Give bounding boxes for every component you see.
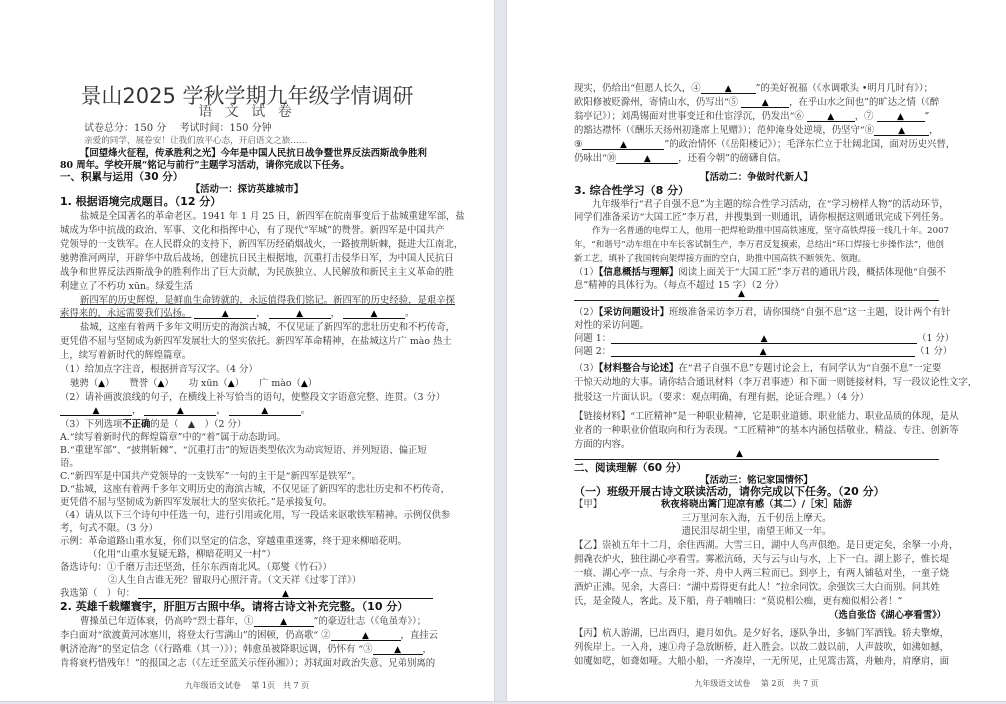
poem-title: 秋夜将晓出篱门迎凉有感（其二）/［宋］陆游 bbox=[661, 499, 852, 510]
exam-page-2: 现实，仍给出“但愿人长久，④ ▲ ”的美好祝福（《水调歌头 •明月几时有》）； 欧阳修被贬滁州，寄情山水，仍写出“⑤ ▲ ，在乎山水之间也”的旷达之情（《醉 翁亭记》）；刘禹锡面对世事变迁和仕宦浮沉，仍发出“⑥ ▲ ，⑦ ▲ ” 的豁达襟怀（《酬乐天扬州初逢席上见赠》）；范仲淹身处逆境，仍坚守“⑧ ▲ ， ⑨ ▲ ”的政治情怀（《岳阳楼记》）；毛泽东伫立于壮阔北国，面对历史兴替， 仍咏出“⑩ ▲ ，还看今朝”的磅礴自信。 【活动二：争做时代新人】 3. 综合性学习（8 分） 九年级举行“君子自强不息”为主题的综合性学习活动，在“学习榜样人物”的活动环节， 同学们准备采访“大国工匠”李万君，并搜集到一则通讯，请你根据这则通讯完成下列任务。 作为一名普通的电焊工人，他用一把焊枪助推中国高铁速度，坚守高铁焊接一线几十年。2007 年，“和谐号”动车组在中车长客试制生产，李万君反复摸索，总结出“环口焊接七步操作法”，他创 新工艺，填补了我国转向架焊接方面的空白，助推中国高铁不断领先、领跑。 （1）【信息概括与理解】阅读上面关于“大国工匠”李万君的通讯片段，概括体现他“自强不 息”精神的具体行为。（每点不超过 15 字）（2 分） ▲ （2）【采访问题设计】班级准备采访李万君，请你围绕“自强不息”这一主题，设计两个有针 对性的采访问题。 问题 1： ▲ （1 分） 问题 2： ▲ （1 分） （3）【材料整合与论述】在“君子自强不息”专题讨论会上，有同学认为“自强不息”一定要 干惊天动地的大事。请你结合通讯材料（李万君事迹）和下面一则链接材料，写一段议论性文字， 批驳这一片面认识。（要求：观点明确，有理有据，论证合理。）（4 分） 【链接材料】“工匠精神”是一种职业精神，它是职业道德、职业能力、职业品质的体现，是从 业者的一种职业价值取向和行为表现。“工匠精神”的基本内涵包括敬业、精益、专注、创新等 方面的内容。 ▲ 二、阅读理解（60 分） 【活动三：铭记家国情怀】 （一）班级开展古诗文联读活动，请你完成以下任务。（20 分） 【甲】 秋夜将晓出篱门迎凉有感（其二）/［宋］陆游 三万里河东入海，五千仞岳上摩天。 遗民泪尽胡尘里，南望王师又一年。 【乙】崇祯五年十二月，余住西湖。大雪三日，湖中人鸟声俱绝。是日更定矣，余拏一小舟， 拥毳衣炉火，独往湖心亭看雪。雾凇沆砀，天与云与山与水，上下一白。湖上影子，惟长堤 一痕、湖心亭一点、与余舟一芥、舟中人两三粒而已。到亭上，有两人铺毡对坐，一童子烧 酒炉正沸。见余，大喜曰：“湖中焉得更有此人！”拉余同饮。余强饮三大白而别。问其姓 氏，是金陵人，客此。及下船，舟子喃喃曰：“莫说相公痴，更有痴似相公者！” （选自张岱《湖心亭看雪》） 【丙】杭人游湖，巳出酉归，避月如仇。是夕好名，逐队争出，多犒门军酒钱。轿夫擎燎， 列俟岸上。一入舟，速①舟子急放断桥，赶入胜会。以故二鼓以前，人声鼓吹，如沸如撼， 如魇如呓，如聋如哑。大船小船，一齐凑岸，一无所见，止见篙击篙，舟触舟，肩摩肩，面 九年级语文试卷 第 2页 共 7 页 bbox=[507, 0, 1006, 701]
passage-line: 九年级举行“君子自强不息”为主题的综合性学习活动，在“学习榜样人物”的活动环节， bbox=[592, 199, 949, 210]
question-1-3: （3）下列选项不正确的是（ ▲ ）（2 分） bbox=[60, 419, 247, 430]
answer-line[interactable] bbox=[574, 459, 939, 460]
activity-1-heading: 【活动一：探访英雄城市】 bbox=[190, 184, 304, 195]
passage-line: 肯将衰朽惜残年！”的报国之志（《左迁至蓝关示侄孙湘》）；苏轼面对政治失意、兄弟别离的 bbox=[60, 658, 436, 669]
passage-line: 驰骋淮河两岸，开辟华中敌后战场，创建抗日民主根据地，沉重打击侵华日军，为中国人民抗日 bbox=[60, 253, 454, 264]
answer-blank[interactable]: ▲ bbox=[269, 308, 331, 319]
answer-blank[interactable]: ▲ bbox=[60, 405, 132, 416]
greeting: 亲爱的同学，展卷安！让我们放平心态，开启语文之旅…… bbox=[84, 136, 308, 146]
exam-title: 景山2025 学秋学期九年级学情调研 bbox=[80, 84, 414, 108]
tag-interview-design: 【采访问题设计】 bbox=[598, 307, 670, 318]
passage-line: 作为一名普通的电焊工人，他用一把焊枪助推中国高铁速度，坚守高铁焊接一线几十年。2007 bbox=[592, 226, 950, 236]
passage-yi-line: 一痕、湖心亭一点、与余舟一芥、舟中人两三粒而已。到亭上，有两人铺毡对坐，一童子烧 bbox=[574, 568, 950, 579]
answer-blank-7[interactable]: ▲ bbox=[877, 111, 925, 122]
link-material: 【链接材料】“工匠精神”是一种职业精神，它是职业道德、职业能力、职业品质的体现，是从 bbox=[574, 411, 959, 422]
link-material: 业者的一种职业价值取向和行为表现。“工匠精神”的基本内涵包括敬业、精益、专注、创新等 bbox=[574, 425, 959, 436]
answer-mark[interactable]: ▲ bbox=[157, 379, 165, 389]
answer-blank-3[interactable]: ▲ bbox=[373, 644, 423, 655]
passage-line: 利建立了不朽功 xūn。绿爱生活 bbox=[60, 281, 193, 292]
passage-line: 上，续写着新时代的辉煌篇章。 bbox=[60, 350, 192, 361]
interview-question-1-input[interactable]: ▲ bbox=[611, 333, 917, 344]
intro-line-2: 80 周年。学校开展“铭记与前行”主题学习活动，请你完成以下任务。 bbox=[60, 160, 350, 171]
tag-material-argument: 【材料整合与论述】 bbox=[598, 363, 679, 374]
answer-blank-10[interactable]: ▲ bbox=[616, 153, 678, 164]
passage-yi-line: 【乙】崇祯五年十二月，余住西湖。大雪三日，湖中人鸟声俱绝。是日更定矣，余拏一小舟， bbox=[574, 540, 959, 551]
answer-blank-5[interactable]: ▲ bbox=[741, 97, 789, 108]
answer-blank-1[interactable]: ▲ bbox=[254, 616, 314, 627]
answer-blank[interactable]: ▲ bbox=[144, 405, 216, 416]
section-1-heading: 一、积累与运用（30 分） bbox=[60, 171, 184, 183]
poem-2: ②人生自古谁无死？留取丹心照汗青。（文天祥《过零丁洋》） bbox=[108, 575, 362, 586]
activity-2-heading: 【活动二：争做时代新人】 bbox=[700, 172, 813, 183]
answer-mark: ▲ bbox=[738, 289, 745, 299]
question-2-title: 2. 英雄千载耀寰宇，肝胆万古照中华。请将古诗文补充完整。（10 分） bbox=[60, 600, 409, 613]
question-3-1-cont: 息”精神的具体行为。（每点不超过 15 字）（2 分） bbox=[574, 280, 784, 291]
answer-mark[interactable]: ▲ bbox=[300, 379, 308, 389]
choose-label: 我选第（ ）句： bbox=[60, 588, 136, 599]
answer-blank[interactable]: ▲ bbox=[343, 308, 405, 319]
page-footer: 九年级语文试卷 第 2页 共 7 页 bbox=[694, 679, 819, 688]
poem-1: ①千磨万击还坚劲，任尔东西南北风。（郑燮《竹石》） bbox=[106, 562, 332, 573]
answer-mark[interactable]: ▲ bbox=[227, 379, 235, 389]
question-3-3-cont: 批驳这一片面认识。（要求：观点明确，有理有据，论证合理。）（4 分） bbox=[574, 392, 869, 403]
answer-blank-8[interactable]: ▲ bbox=[874, 125, 929, 136]
answer-mark[interactable]: ▲ bbox=[98, 379, 106, 389]
activity-3-heading: 【活动三：铭记家国情怀】 bbox=[700, 475, 813, 486]
example-note: （化用“山重水复疑无路，柳暗花明又一村”） bbox=[88, 549, 276, 560]
passage-line: 党领导的一支铁军。在人民群众的支持下，新四军历经硝烟战火，一路披荆斩棘，挺进大江南北， bbox=[60, 239, 464, 250]
passage-line: 盐城，这座有着两千多年文明历史的海滨古城，不仅见证了新四军的悲壮历史和不朽传奇， bbox=[80, 322, 456, 333]
question-3-2-cont: 对性的采访问题。 bbox=[574, 320, 650, 331]
q1-2-blanks: ▲ ， ▲ ， ▲ 。 bbox=[60, 404, 310, 417]
passage-line: 盐城是全国著名的革命老区。1941 年 1 月 25 日，新四军在皖南事变后于盐城重建军部，盐 bbox=[80, 211, 465, 222]
answer-line[interactable] bbox=[574, 300, 939, 301]
exam-meta: 试卷总分：150 分 考试时间：150 分钟 bbox=[84, 123, 272, 134]
passage-line: 城成为华中抗战的政治、军事、文化和指挥中心，有了现代“军城”的赞誉。新四军是中国共产 bbox=[60, 225, 445, 236]
exam-subtitle: 语 文 试 卷 bbox=[198, 104, 296, 120]
question-3-title: 3. 综合性学习（8 分） bbox=[574, 184, 690, 197]
section-2-heading: 二、阅读理解（60 分） bbox=[574, 462, 687, 474]
option-c: C.“新四军是中国共产党领导的一支铁军”一句的主干是“新四军是铁军”。 bbox=[60, 471, 361, 482]
question-1-title: 1. 根据语境完成题目。（12 分） bbox=[60, 195, 222, 208]
page-footer: 九年级语文试卷 第 1页 共 7 页 bbox=[184, 681, 310, 690]
question-1-1: （1）给加点字注音，根据拼音写汉字。（4 分） bbox=[60, 364, 258, 375]
passage-line: 更凭借不屈与坚韧成为新四军发展壮大的坚实依托。新四军革命精神，在盐城这片广 mào 热土 bbox=[60, 336, 452, 347]
passage-yi-line: 拥毳衣炉火，独往湖心亭看雪。雾凇沆砀，天与云与山与水，上下一白。湖上影子，惟长堤 bbox=[574, 554, 950, 565]
interview-question-2-input[interactable]: ▲ bbox=[611, 346, 915, 357]
pinyin-row: 驰骋（▲） 赞誉（▲） 功 xūn（▲） 广 mào（▲） bbox=[70, 378, 318, 389]
tag-info-summary: 【信息概括与理解】 bbox=[598, 267, 679, 278]
jia-label: 【甲】 bbox=[574, 499, 603, 510]
passage-bing-line: 【丙】杭人游湖，巳出酉归，避月如仇。是夕好名，逐队争出，多犒门军酒钱。轿夫擎燎， bbox=[574, 628, 950, 639]
passage-yi-line: 酒炉正沸。见余，大喜曰：“湖中焉得更有此人！”拉余同饮。余强饮三大白而别。问其姓 bbox=[574, 582, 940, 593]
passage-bing-line: 列俟岸上。一入舟，速①舟子急放断桥，赶入胜会。以故二鼓以前，人声鼓吹，如沸如撼， bbox=[574, 642, 950, 653]
option-b: B.“重建军部”、“披荆斩棘”、“沉重打击”的短语类型依次为动宾短语、并列短语、偏正短 bbox=[60, 445, 427, 456]
exam-page-1: 景山2025 学秋学期九年级学情调研 语 文 试 卷 试卷总分：150 分 考试时间：150 分钟 亲爱的同学，展卷安！让我们放平心态，开启语文之旅…… 【回望烽火征程，传承胜利之光】今年是中国人民抗日战争暨世界反法西斯战争胜利 80 周年。学校开展“铭记与前行”主题学习活动，请你完成以下任务。 一、积累与运用（30 分） 【活动一：探访英雄城市】 1. 根据语境完成题目。（12 分） 盐城是全国著名的革命老区。1941 年 1 月 25 日，新四军在皖南事变后于盐城重建军部，盐 城成为华中抗战的政治、军事、文化和指挥中心，有了现代“军城”的赞誉。新四军是中国共产 党领导的一支铁军。在人民群众的支持下，新四军历经硝烟战火，一路披荆斩棘，挺进大江南北， 驰骋淮河两岸，开辟华中敌后战场，创建抗日民主根据地，沉重打击侵华日军，为中国人民抗日 战争和世界反法西斯战争的胜利作出了巨大贡献，为民族独立、人民解放和新民主主义革命的胜 利建立了不朽功 xūn。绿爱生活 新四军的历史辉煌，是鲜血生命铸就的，永远值得我们铭记。新四军的历史经验，是艰辛探 索得来的，永远需要我们弘扬。 ▲ ， ▲ ， ▲ 。 盐城，这座有着两千多年文明历史的海滨古城，不仅见证了新四军的悲壮历史和不朽传奇， 更凭借不屈与坚韧成为新四军发展壮大的坚实依托。新四军革命精神，在盐城这片广 mào 热土 上，续写着新时代的辉煌篇章。 （1）给加点字注音，根据拼音写汉字。（4 分） 驰骋（▲） 赞誉（▲） 功 xūn（▲） 广 mào（▲） （2）请补画波浪线的句子，在横线上补写恰当的语句，使整段文字语意完整、连贯。（3 分） ▲ ， ▲ ， ▲ 。 （3）下列选项不正确的是（ ▲ ）（2 分） A.“续写着新时代的辉煌篇章”中的“着”属于动态助词。 B.“重建军部”、“披荆斩棘”、“沉重打击”的短语类型依次为动宾短语、并列短语、偏正短 语。 C.“新四军是中国共产党领导的一支铁军”一句的主干是“新四军是铁军”。 D.“盐城，这座有着两千多年文明历史的海滨古城，不仅见证了新四军的悲壮历史和不朽传奇， 更凭借不屈与坚韧成为新四军发展壮大的坚实依托。”是承接复句。 （4）请从以下三个诗句中任选一句，进行引用或化用，写一段话来讴歌铁军精神。示例仅供参 考，句式不限。（3 分） 示例：革命道路山重水复，你们以坚定的信念，穿越重重迷雾，终于迎来柳暗花明。 （化用“山重水复疑无路，柳暗花明又一村”） 备选诗句：①千磨万击还坚劲，任尔东西南北风。（郑燮《竹石》） ②人生自古谁无死？留取丹心照汗青。（文天祥《过零丁洋》） 我选第（ ）句： ▲ 2. 英雄千载耀寰宇，肝胆万古照中华。请将古诗文补充完整。（10 分） 曹操虽已年迈体衰，仍高吟“烈士暮年，① ▲ ”的豪迈壮志（《龟虽寿》）； 李白面对“欲渡黄河冰塞川，将登太行雪满山”的困顿，仍高歌“ ② ▲ ，直挂云 帆济沧海”的坚定信念（《行路难（其一）》）；韩愈虽被降职远调，仍怀有 “③ ▲ ， 肯将衰朽惜残年！”的报国之志（《左迁至蓝关示侄孙湘》）；苏轼面对政治失意、兄弟别离的 九年级语文试卷 第 1页 共 7 页 bbox=[0, 0, 494, 701]
question-1-2: （2）请补画波浪线的句子，在横线上补写恰当的语句，使整段文字语意完整、连贯。（3 分） bbox=[60, 392, 446, 403]
option-b-cont: 语。 bbox=[60, 458, 79, 469]
question-1-label: 问题 1： bbox=[574, 333, 612, 344]
question-1-4: （4）请从以下三个诗句中任选一句，进行引用或化用，写一段话来讴歌铁军精神。示例仅供参 bbox=[60, 510, 451, 521]
poem-line: 三万里河东入海，五千仞岳上摩天。 bbox=[681, 513, 832, 524]
intro-line-1: 【回望烽火征程，传承胜利之光】今年是中国人民抗日战争暨世界反法西斯战争胜利 bbox=[80, 148, 427, 159]
poem-line: 遗民泪尽胡尘里，南望王师又一年。 bbox=[681, 526, 832, 537]
passage-line: 新工艺，填补了我国转向架焊接方面的空白，助推中国高铁不断领先、领跑。 bbox=[574, 254, 867, 264]
answer-blank-9[interactable]: ▲ bbox=[582, 139, 664, 150]
wavy-sentence-1: 新四军的历史辉煌，是鲜血生命铸就的，永远值得我们铭记。新四军的历史经验，是艰辛探 bbox=[80, 295, 456, 306]
passage-line: 同学们准备采访“大国工匠”李万君，并搜集到一则通讯，请你根据这则通讯完成下列任务。 bbox=[574, 212, 950, 223]
page-gap bbox=[494, 0, 507, 704]
question-2-label: 问题 2： bbox=[574, 346, 612, 357]
option-d-cont: 更凭借不屈与坚韧成为新四军发展壮大的坚实依托。”是承接复句。 bbox=[60, 497, 332, 508]
answer-blank[interactable]: ▲ bbox=[194, 308, 256, 319]
answer-blank-4[interactable]: ▲ bbox=[701, 83, 756, 94]
passage-yi-source: （选自张岱《湖心亭看雪》） bbox=[829, 610, 947, 621]
answer-blank-6[interactable]: ▲ bbox=[807, 111, 855, 122]
wavy-sentence-2: 索得来的，永远需要我们弘扬。 bbox=[60, 308, 192, 319]
part-1-title: （一）班级开展古诗文联读活动，请你完成以下任务。（20 分） bbox=[574, 485, 885, 498]
passage-bing-line: 如魇如呓，如聋如哑。大船小船，一齐凑岸，一无所见，止见篙击篙，舟触舟，肩摩肩，面 bbox=[574, 656, 950, 667]
passage-yi-line: 氏，是金陵人，客此。及下船，舟子喃喃曰：“莫说相公痴，更有痴似相公者！” bbox=[574, 596, 903, 607]
answer-blank-2[interactable]: ▲ bbox=[331, 630, 401, 641]
example-text: 示例：革命道路山重水复，你们以坚定的信念，穿越重重迷雾，终于迎来柳暗花明。 bbox=[60, 536, 407, 547]
question-1-4-cont: 考，句式不限。（3 分） bbox=[60, 523, 159, 534]
passage-line: 年，“和谐号”动车组在中车长客试制生产，李万君反复摸索，总结出“环口焊接七步操作法”，他创 bbox=[574, 240, 944, 250]
poem-label: 备选诗句： bbox=[60, 562, 107, 573]
question-3-3-cont: 干惊天动地的大事。请你结合通讯材料（李万君事迹）和下面一则链接材料，写一段议论性文字， bbox=[574, 377, 978, 388]
answer-line[interactable]: ▲ bbox=[138, 588, 433, 599]
answer-mark: ▲ bbox=[736, 449, 743, 459]
answer-blank[interactable]: ▲ bbox=[229, 405, 301, 416]
option-a: A.“续写着新时代的辉煌篇章”中的“着”属于动态助词。 bbox=[60, 432, 286, 443]
option-d: D.“盐城，这座有着两千多年文明历史的海滨古城，不仅见证了新四军的悲壮历史和不朽传奇， bbox=[60, 484, 450, 495]
link-material: 方面的内容。 bbox=[574, 439, 631, 450]
passage-line: 战争和世界反法西斯战争的胜利作出了巨大贡献，为民族独立、人民解放和新民主主义革命的胜 bbox=[60, 267, 454, 278]
